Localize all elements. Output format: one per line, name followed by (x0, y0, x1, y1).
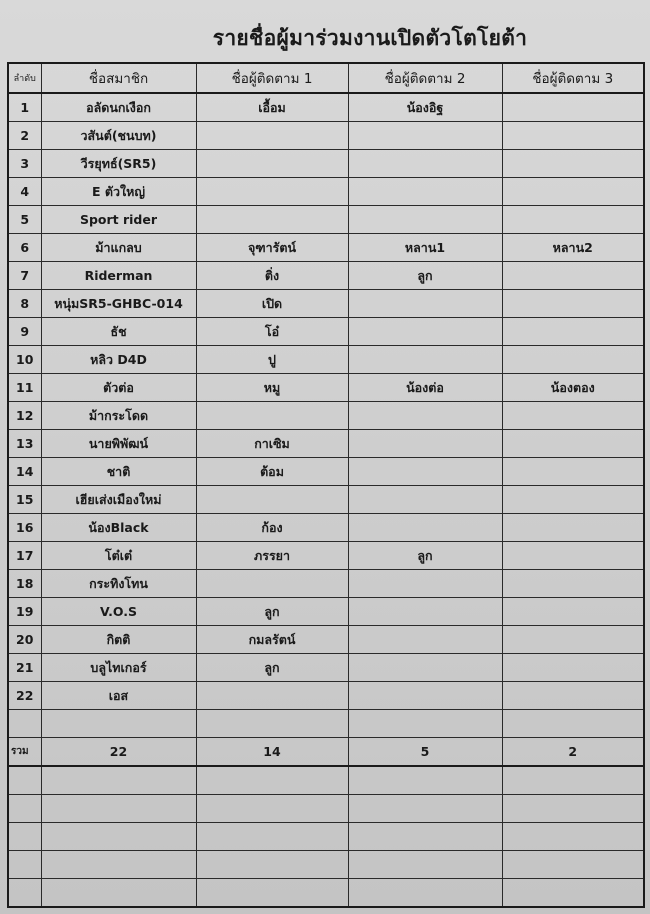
row-number: 19 (8, 598, 41, 626)
empty-cell (8, 823, 41, 851)
member-name: E ตัวใหญ่ (41, 178, 196, 206)
attendee-table (7, 62, 645, 908)
member-name: อลัดนกเงือก (41, 93, 196, 122)
total-members: 22 (41, 738, 196, 767)
follower-1-name (196, 486, 348, 514)
empty-cell (502, 795, 644, 823)
follower-3-name (502, 402, 644, 430)
empty-row (8, 851, 644, 879)
follower-1-name (196, 570, 348, 598)
follower-2-name (348, 290, 502, 318)
empty-cell (8, 795, 41, 823)
empty-cell (41, 766, 196, 795)
empty-cell (8, 766, 41, 795)
table-row (8, 598, 644, 626)
member-name: วสันต์(ชนบท) (41, 122, 196, 150)
total-row (8, 738, 644, 767)
table-row (8, 626, 644, 654)
follower-2-name (348, 682, 502, 710)
follower-1-name (196, 682, 348, 710)
table-row (8, 346, 644, 374)
row-number: 1 (8, 93, 41, 122)
table-row (8, 122, 644, 150)
follower-3-name (502, 458, 644, 486)
empty-cell (196, 851, 348, 879)
empty-row (8, 766, 644, 795)
empty-cell (196, 879, 348, 908)
follower-1-name: จุฑารัตน์ (196, 234, 348, 262)
follower-1-name (196, 206, 348, 234)
follower-3-name (502, 598, 644, 626)
table-row (8, 458, 644, 486)
row-number: 16 (8, 514, 41, 542)
row-number: 18 (8, 570, 41, 598)
table-row (8, 430, 644, 458)
member-name: ชาติ (41, 458, 196, 486)
follower-1-name (196, 150, 348, 178)
empty-cell (41, 879, 196, 908)
follower-3-name (502, 178, 644, 206)
follower-1-name (196, 402, 348, 430)
member-name: ม้ากระโดด (41, 402, 196, 430)
empty-cell (502, 823, 644, 851)
empty-row (8, 879, 644, 908)
member-name: เอส (41, 682, 196, 710)
follower-3-name (502, 122, 644, 150)
page-title: รายชื่อผู้มาร่วมงานเปิดตัวโตโยต้า (212, 26, 528, 50)
table-row (8, 93, 644, 122)
follower-3-name (502, 206, 644, 234)
follower-3-name (502, 430, 644, 458)
follower-1-name: ก้อง (196, 514, 348, 542)
table-row (8, 682, 644, 710)
blank-cell (502, 710, 644, 738)
follower-1-name: ภรรยา (196, 542, 348, 570)
follower-2-name (348, 626, 502, 654)
follower-2-name (348, 514, 502, 542)
follower-1-name: เอื้อม (196, 93, 348, 122)
follower-1-name (196, 122, 348, 150)
empty-cell (348, 879, 502, 908)
empty-cell (348, 851, 502, 879)
row-number: 3 (8, 150, 41, 178)
follower-3-name (502, 93, 644, 122)
follower-2-name (348, 654, 502, 682)
header-no: ลำดับ (8, 63, 41, 93)
follower-1-name: ลูก (196, 598, 348, 626)
row-number: 15 (8, 486, 41, 514)
row-number: 7 (8, 262, 41, 290)
follower-3-name (502, 626, 644, 654)
empty-cell (196, 823, 348, 851)
follower-3-name (502, 654, 644, 682)
empty-cell (502, 851, 644, 879)
follower-2-name: หลาน1 (348, 234, 502, 262)
empty-cell (196, 766, 348, 795)
total-label: รวม (8, 738, 41, 767)
follower-3-name: หลาน2 (502, 234, 644, 262)
table-row (8, 206, 644, 234)
follower-2-name (348, 178, 502, 206)
empty-cell (41, 851, 196, 879)
blank-cell (8, 710, 41, 738)
total-follower-1: 14 (196, 738, 348, 767)
row-number: 13 (8, 430, 41, 458)
row-number: 22 (8, 682, 41, 710)
follower-1-name: ลูก (196, 654, 348, 682)
header-row (8, 63, 644, 93)
empty-cell (41, 795, 196, 823)
table-row (8, 542, 644, 570)
row-number: 14 (8, 458, 41, 486)
table-row (8, 234, 644, 262)
blank-row (8, 710, 644, 738)
follower-2-name (348, 570, 502, 598)
follower-1-name (196, 178, 348, 206)
follower-2-name (348, 206, 502, 234)
follower-2-name (348, 150, 502, 178)
follower-3-name (502, 542, 644, 570)
empty-cell (502, 879, 644, 908)
table-row (8, 150, 644, 178)
member-name: วีรยุทธ์(SR5) (41, 150, 196, 178)
follower-1-name: กมลรัตน์ (196, 626, 348, 654)
table-row (8, 570, 644, 598)
empty-cell (41, 823, 196, 851)
row-number: 11 (8, 374, 41, 402)
table-row (8, 290, 644, 318)
follower-2-name (348, 598, 502, 626)
follower-1-name: โอ๋ (196, 318, 348, 346)
row-number: 10 (8, 346, 41, 374)
total-follower-3: 2 (502, 738, 644, 767)
row-number: 5 (8, 206, 41, 234)
blank-cell (348, 710, 502, 738)
follower-1-name: ปู (196, 346, 348, 374)
follower-3-name: น้องตอง (502, 374, 644, 402)
empty-cell (196, 795, 348, 823)
follower-1-name: กาเซิม (196, 430, 348, 458)
total-follower-2: 5 (348, 738, 502, 767)
member-name: เฮียเส่งเมืองใหม่ (41, 486, 196, 514)
follower-3-name (502, 318, 644, 346)
row-number: 20 (8, 626, 41, 654)
empty-row (8, 795, 644, 823)
row-number: 17 (8, 542, 41, 570)
follower-2-name (348, 346, 502, 374)
follower-2-name (348, 122, 502, 150)
empty-row (8, 823, 644, 851)
member-name: โต๋เต๋ (41, 542, 196, 570)
follower-2-name: น้องต่อ (348, 374, 502, 402)
row-number: 4 (8, 178, 41, 206)
member-name: กระทิงโทน (41, 570, 196, 598)
table-body (8, 93, 644, 907)
follower-3-name (502, 682, 644, 710)
header-member: ชื่อสมาชิก (41, 63, 196, 93)
follower-2-name: น้องอิฐ (348, 93, 502, 122)
member-name: หนุ่มSR5-GHBC-014 (41, 290, 196, 318)
table-row (8, 374, 644, 402)
follower-3-name (502, 346, 644, 374)
follower-2-name (348, 486, 502, 514)
empty-cell (8, 879, 41, 908)
member-name: ธัช (41, 318, 196, 346)
follower-3-name (502, 150, 644, 178)
table-row (8, 318, 644, 346)
row-number: 8 (8, 290, 41, 318)
table-row (8, 514, 644, 542)
empty-cell (8, 851, 41, 879)
follower-2-name (348, 458, 502, 486)
follower-3-name (502, 486, 644, 514)
empty-cell (348, 795, 502, 823)
member-name: Riderman (41, 262, 196, 290)
follower-3-name (502, 514, 644, 542)
table-row (8, 486, 644, 514)
row-number: 6 (8, 234, 41, 262)
follower-2-name (348, 318, 502, 346)
follower-1-name: เปิด (196, 290, 348, 318)
follower-2-name (348, 402, 502, 430)
follower-3-name (502, 570, 644, 598)
empty-cell (502, 766, 644, 795)
blank-cell (196, 710, 348, 738)
empty-cell (348, 766, 502, 795)
follower-2-name: ลูก (348, 542, 502, 570)
follower-3-name (502, 290, 644, 318)
member-name: นายพิพัฒน์ (41, 430, 196, 458)
member-name: ม้าแกลบ (41, 234, 196, 262)
empty-cell (348, 823, 502, 851)
follower-2-name (348, 430, 502, 458)
follower-3-name (502, 262, 644, 290)
row-number: 9 (8, 318, 41, 346)
header-follower-2: ชื่อผู้ติดตาม 2 (348, 63, 502, 93)
member-name: V.O.S (41, 598, 196, 626)
row-number: 21 (8, 654, 41, 682)
member-name: ตัวต่อ (41, 374, 196, 402)
blank-cell (41, 710, 196, 738)
member-name: กิตติ (41, 626, 196, 654)
follower-1-name: ต้อม (196, 458, 348, 486)
follower-1-name: หมู (196, 374, 348, 402)
table-row (8, 402, 644, 430)
header-follower-1: ชื่อผู้ติดตาม 1 (196, 63, 348, 93)
header-follower-3: ชื่อผู้ติดตาม 3 (502, 63, 644, 93)
table-row (8, 654, 644, 682)
member-name: Sport rider (41, 206, 196, 234)
row-number: 12 (8, 402, 41, 430)
member-name: บลูไทเกอร์ (41, 654, 196, 682)
follower-2-name: ลูก (348, 262, 502, 290)
table-row (8, 262, 644, 290)
member-name: หลิว D4D (41, 346, 196, 374)
member-name: น้องBlack (41, 514, 196, 542)
row-number: 2 (8, 122, 41, 150)
follower-1-name: ติ่ง (196, 262, 348, 290)
table-row (8, 178, 644, 206)
